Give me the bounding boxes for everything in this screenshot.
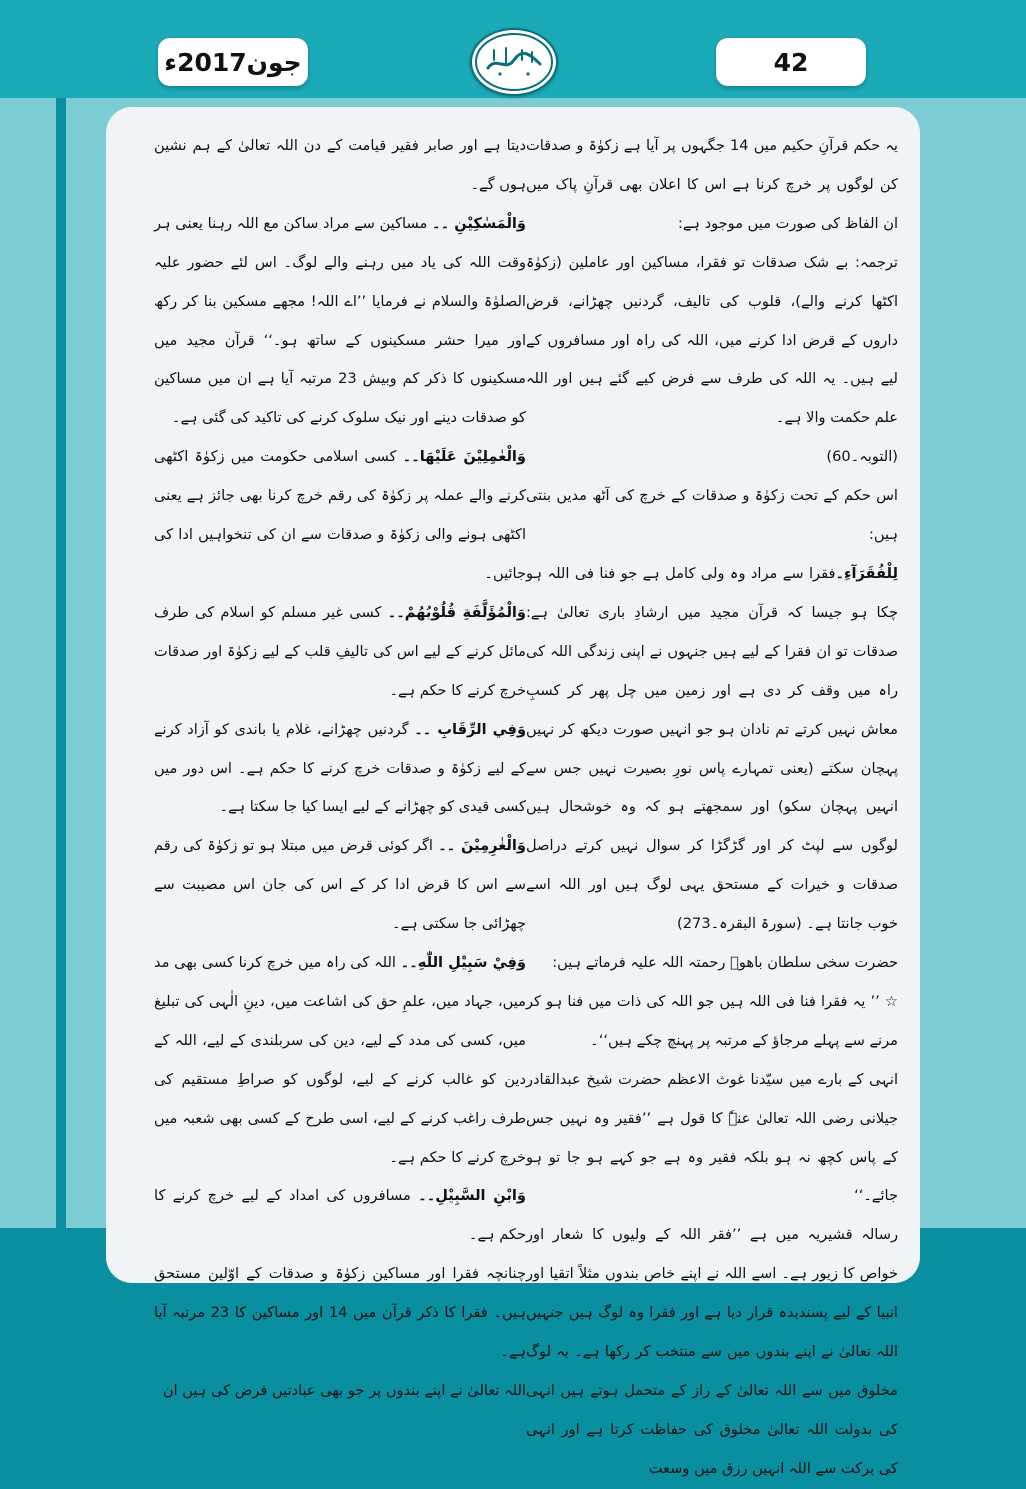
paragraph: اللہ تعالیٰ نے اپنے بندوں پر جو بھی عبادتیں فرض کی ہیں ان xyxy=(162,1382,526,1399)
page-number: 42 xyxy=(716,38,866,86)
page-edge-strip xyxy=(56,98,66,1228)
quranic-term: لِلْفُقَرَآءِ۔ xyxy=(835,564,898,582)
quranic-term: وَالْمَسٰكِيْنِ ۔۔ xyxy=(432,214,527,232)
paragraph: حضرت سخی سلطان باھوؒ رحمتہ اللہ علیہ فرماتے ہیں: xyxy=(552,954,898,972)
paragraph xyxy=(154,438,526,594)
paragraph-text: اللہ کی راہ میں خرچ کرنا کسی بھی مد میں، جہاد میں، علمِ حق کی اشاعت میں، دینِ الٰہی کی تبلیغ میں، کسی کی مدد کے لیے، دین کی سربلندی کے لیے، اللہ کے دین کو غالب کرنے کے لیے، لوگوں کو صراطِ مستقیم کی طرف راغب کرنے کے لیے، اسی طرح کے کسی بھی شعبہ میں خرچ کرنے کا حکم ہے۔ xyxy=(154,954,526,1166)
quote-paragraph: ☆ ’’ یہ فقرا فنا فی اللہ ہیں جو اللہ کی ذات میں فنا ہو کر مرنے سے پہلے مرجاؤ کے مرتبہ پر پہنچ چکے ہیں‘‘۔ xyxy=(526,992,898,1049)
translation-paragraph: ترجمہ: بے شک صدقات تو فقرا، مساکین اور عاملین (زکوٰۃ اکٹھا کرنے والے)، قلوب کی تالیف، گردنیں چھڑانے، قرض داروں کے قرض ادا کرنے میں، اللہ کی راہ اور مسافروں کے لیے ہیں۔ یہ اللہ کی طرف سے فرض کیے گئے ہیں اور اللہ علم حکمت والا ہے۔ xyxy=(526,253,898,427)
paragraph xyxy=(154,827,526,944)
paragraph xyxy=(154,711,526,828)
paragraph-text: گردنیں چھڑانے، غلام یا باندی کو آزاد کرنے کے لیے زکوٰۃ و صدقات خرچ کرنے کا حکم ہے۔ اس دور میں کسی قیدی کو چھڑانے کے لیے ایسا کیا جا سکتا ہے۔ xyxy=(154,720,526,816)
paragraph-text: فقرا سے مراد وہ ولی کامل ہے جو فنا فی اللہ ہو چکا ہو جیسا کہ قرآن مجید میں ارشادِ باری تعالیٰ ہے: صدقات تو ان فقرا کے لیے ہیں جنہوں نے اپنی زندگی اللہ کی راہ میں وقف کر دی ہے اور زمین میں چل پھر کر کسبِ معاش نہیں کرتے تم نادان ہو جو انہیں صورت دیکھ کر نہیں پہچان سکتے (یعنی تمہارے پاس نورِ بصیرت نہیں جس سے انہیں پہچان سکو) اور سمجھتے ہو کہ وہ خوشحال ہیں لوگوں سے لپٹ کر اور گڑگڑا کر سوال نہیں کرتے دراصل صدقات و خیرات کے مستحق یہی لوگ ہیں اور اللہ اسے خوب جانتا ہے۔ (سورۃ البقرہ۔273) xyxy=(526,564,898,933)
article-card xyxy=(106,107,920,1477)
quranic-term: وَالْغٰرِمِيْنَ ۔۔ xyxy=(438,837,526,855)
quranic-term: وَالْمُؤَلَّفَةِ قُلُوْبُهُمْ۔۔ xyxy=(387,603,527,621)
paragraph: یہ حکم قرآنِ حکیم میں 14 جگہوں پر آیا ہے زکوٰۃ و صدقات کن لوگوں پر خرچ کرنا ہے اس کا اعلان بھی قرآنِ پاک میں ان الفاظ کی صورت میں موجود ہے: xyxy=(526,137,898,232)
quranic-term: وَابْنِ السَّبِيْلِ۔۔ xyxy=(418,1187,526,1205)
paragraph: دیتا ہے اور صابر فقیر قیامت کے دن اللہ تعالیٰ کے ہم نشین ہوں گے۔ xyxy=(154,137,526,193)
paragraph xyxy=(154,205,526,438)
logo-calligraphy-icon xyxy=(472,30,556,94)
paragraph: رسالہ قشیریہ میں ہے ’’فقر اللہ کے ولیوں کا شعار اور خواص کا زیور ہے۔ اسے اللہ نے اپنے خاص بندوں مثلاً اتقیا اور انبیا کے لیے پسندیدہ قرار دیا ہے اور فقرا وہ لوگ ہیں جنہیں اللہ تعالیٰ نے اپنے بندوں میں سے منتخب کر رکھا ہے۔ یہ لوگ مخلوق میں سے اللہ تعالیٰ کے راز کے متحمل ہوتے ہیں انہی کی بدولت اللہ تعالیٰ مخلوق کی حفاظت کرتا ہے اور انہی کی برکت سے اللہ انہیں رزق میں وسعت xyxy=(526,1226,898,1477)
quranic-term: وَفِي الرِّقَابِ ۔۔ xyxy=(414,720,527,738)
quranic-term: وَالْعٰمِلِيْنَ عَلَيْهَا۔۔ xyxy=(402,448,526,466)
article-column-left xyxy=(154,127,527,1399)
quranic-term: وَفِيْ سَبِيْلِ اللّٰهِ۔۔ xyxy=(400,954,526,972)
paragraph xyxy=(526,555,898,944)
issue-date: جون2017ء xyxy=(158,38,308,86)
article-column-right xyxy=(526,127,898,1477)
paragraph xyxy=(154,944,526,1177)
paragraph-text: مسافروں کی امداد کے لیے خرچ کرنے کا حکم ہے۔ xyxy=(154,1187,526,1244)
paragraph: انہی کے بارے میں سیّدنا غوث الاعظم حضرت شیخ عبدالقادر جیلانی رضی اللہ تعالیٰ عنہٗ کا قول ہے ’’فقیر وہ نہیں جس کے پاس کچھ نہ ہو بلکہ فقیر وہ ہے جو کہے ہو جا تو ہو جائے۔‘‘ xyxy=(526,1070,898,1205)
paragraph: چنانچہ فقرا اور مساکین زکوٰۃ و صدقات کے اوّلین مستحق ہیں۔ فقرا کا ذکر قرآن میں 14 اور مساکین کا 23 مرتبہ آیا ہے۔ xyxy=(154,1265,527,1361)
verse-reference: (التوبہ۔60) xyxy=(826,448,898,466)
magazine-logo xyxy=(470,28,558,96)
paragraph-text: اگر کوئی قرض میں مبتلا ہو تو زکوٰۃ کی رقم سے اس کا قرض ادا کر کے اس کی جان اس مصیبت سے چھڑائی جا سکتی ہے۔ xyxy=(154,837,526,933)
paragraph xyxy=(154,1177,526,1255)
paragraph: اس حکم کے تحت زکوٰۃ و صدقات کے خرچ کی آٹھ مدیں بنتی ہیں: xyxy=(526,487,898,544)
paragraph xyxy=(154,594,526,711)
paragraph-text: مساکین سے مراد ساکن مع اللہ رہنا یعنی ہر وقت اللہ کی یاد میں رہنے والے لوگ۔ اس لئے حضور علیہ الصلوٰۃ والسلام نے فرمایا ’’اے اللہ! مجھے مسکین بنا کر رکھ اور میرا حشر مسکینوں کے ساتھ ہو۔‘‘ قرآن مجید میں مسکینوں کا ذکر کم وبیش 23 مرتبہ آیا ہے ان میں مساکین کو صدقات دینے اور نیک سلوک کرنے کی تاکید کی گئی ہے۔ xyxy=(154,214,526,427)
paragraph-text: کسی اسلامی حکومت میں زکوٰۃ اکٹھی کرنے والے عملہ پر زکوٰۃ کی رقم خرچ کرنا بھی جائز ہے یعنی اکٹھی ہونے والی زکوٰۃ و صدقات سے ان کی تنخواہیں ادا کی جائیں۔ xyxy=(154,448,526,582)
paragraph-text: کسی غیر مسلم کو اسلام کی طرف مائل کرنے کے لیے اس کی تالیفِ قلب کے لیے زکوٰۃ اور صدقات خرچ کرنے کا حکم ہے۔ xyxy=(154,603,526,699)
